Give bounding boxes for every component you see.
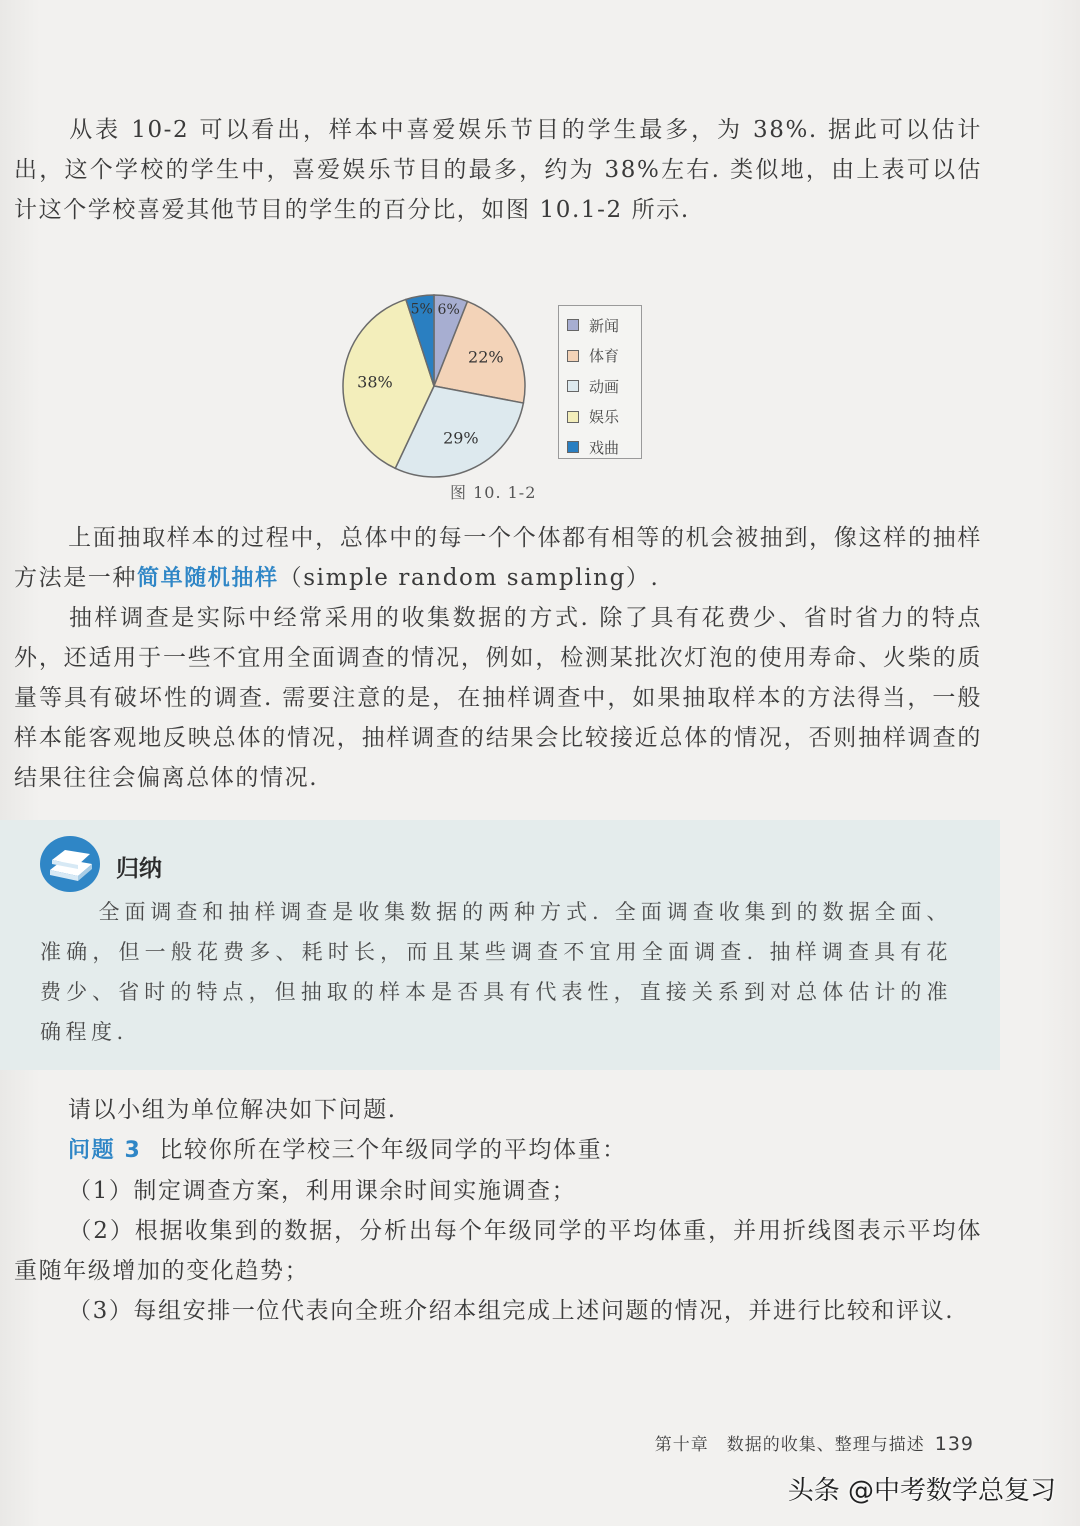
question-item-text: （1）制定调查方案，利用课余时间实施调查； — [68, 1178, 577, 1204]
question-item-2 — [14, 1211, 982, 1291]
question-item-1 — [14, 1171, 982, 1211]
page-footer — [655, 1430, 974, 1455]
question-item-text: （3）每组安排一位代表向全班介绍本组完成上述问题的情况，并进行比较和评议. — [68, 1298, 955, 1324]
chart-legend — [558, 305, 642, 459]
question-item-3 — [14, 1291, 982, 1331]
activity-intro — [14, 1090, 982, 1130]
legend-swatch — [567, 380, 579, 392]
legend-item-新闻 — [567, 315, 619, 335]
legend-item-体育 — [567, 346, 619, 366]
legend-item-娱乐 — [567, 407, 619, 427]
activity-intro-text: 请以小组为单位解决如下问题. — [68, 1097, 397, 1123]
summary-text — [40, 892, 952, 1052]
legend-swatch — [567, 411, 579, 423]
question-item-text: （2）根据收集到的数据，分析出每个年级同学的平均体重，并用折线图表示平均体重随年级增加的变化趋势； — [14, 1218, 982, 1284]
legend-label: 娱乐 — [589, 408, 620, 426]
legend-swatch — [567, 350, 579, 362]
paragraph-sampling-definition — [14, 518, 982, 599]
question-label: 问题 3 — [68, 1138, 142, 1163]
paragraph-pie-intro — [14, 110, 982, 230]
legend-label: 新闻 — [589, 316, 620, 335]
legend-label: 戏曲 — [589, 438, 620, 457]
legend-swatch — [567, 441, 579, 453]
pie-chart — [330, 292, 550, 482]
pie-label-动画: 29% — [443, 428, 479, 448]
paragraph-text: 从表 10-2 可以看出，样本中喜爱娱乐节目的学生最多，为 38%. 据此可以估计出，这个学校的学生中，喜爱娱乐节目的最多，约为 38%左右. 类似地，由上表可以估计这个学校喜爱其他节目的学生的百分比，如图 10.1-2 所示. — [14, 117, 982, 223]
legend-swatch — [567, 319, 579, 331]
stacked-books-icon — [38, 834, 102, 894]
legend-item-戏曲 — [567, 437, 619, 457]
pie-label-体育: 22% — [468, 347, 504, 367]
question-line — [14, 1130, 982, 1171]
legend-label: 动画 — [589, 377, 620, 396]
key-term: 简单随机抽样 — [137, 566, 279, 591]
summary-box — [0, 820, 1000, 1070]
chapter-title: 第十章 数据的收集、整理与描述 — [654, 1435, 925, 1455]
page-number: 139 — [934, 1433, 974, 1455]
legend-label: 体育 — [589, 347, 620, 365]
pie-figure — [330, 292, 660, 512]
summary-body: 全面调查和抽样调查是收集数据的两种方式. 全面调查收集到的数据全面、准确，但一般花费多、耗时长，而且某些调查不宜用全面调查. 抽样调查具有花费少、省时的特点，但抽取的样本是否具有代表性，直接关系到对总体估计的准确程度. — [40, 900, 952, 1044]
pie-label-戏曲: 5% — [410, 301, 433, 318]
paragraph-sampling-notes — [14, 598, 982, 798]
question-text: 比较你所在学校三个年级同学的平均体重： — [159, 1137, 627, 1163]
pie-label-新闻: 6% — [437, 302, 460, 319]
paragraph-text: （simple random sampling）. — [278, 565, 660, 591]
legend-item-动画 — [567, 376, 619, 396]
watermark: 头条 @中考数学总复习 — [787, 1476, 1056, 1506]
paragraph-text: 抽样调查是实际中经常采用的收集数据的方式. 除了具有花费少、省时省力的特点外，还适用于一些不宜用全面调查的情况，例如，检测某批次灯泡的使用寿命、火柴的质量等具有破坏性的调查. 需要注意的是，在抽样调查中，如果抽取样本的方法得当，一般样本能客观地反映总体的情况，抽样调查的结果会比较接近总体的情况，否则抽样调查的结果往往会偏离总体的情况. — [14, 605, 982, 791]
activity-section — [14, 1090, 982, 1331]
summary-title: 归纳 — [116, 856, 162, 882]
paragraph-text: 上面抽取样本的过程中，总体中的每一个个体都有相等的机会被抽到，像这样的抽样方法是一种 — [14, 525, 982, 591]
figure-caption: 图 10. 1-2 — [450, 483, 537, 502]
pie-label-娱乐: 38% — [357, 372, 393, 392]
